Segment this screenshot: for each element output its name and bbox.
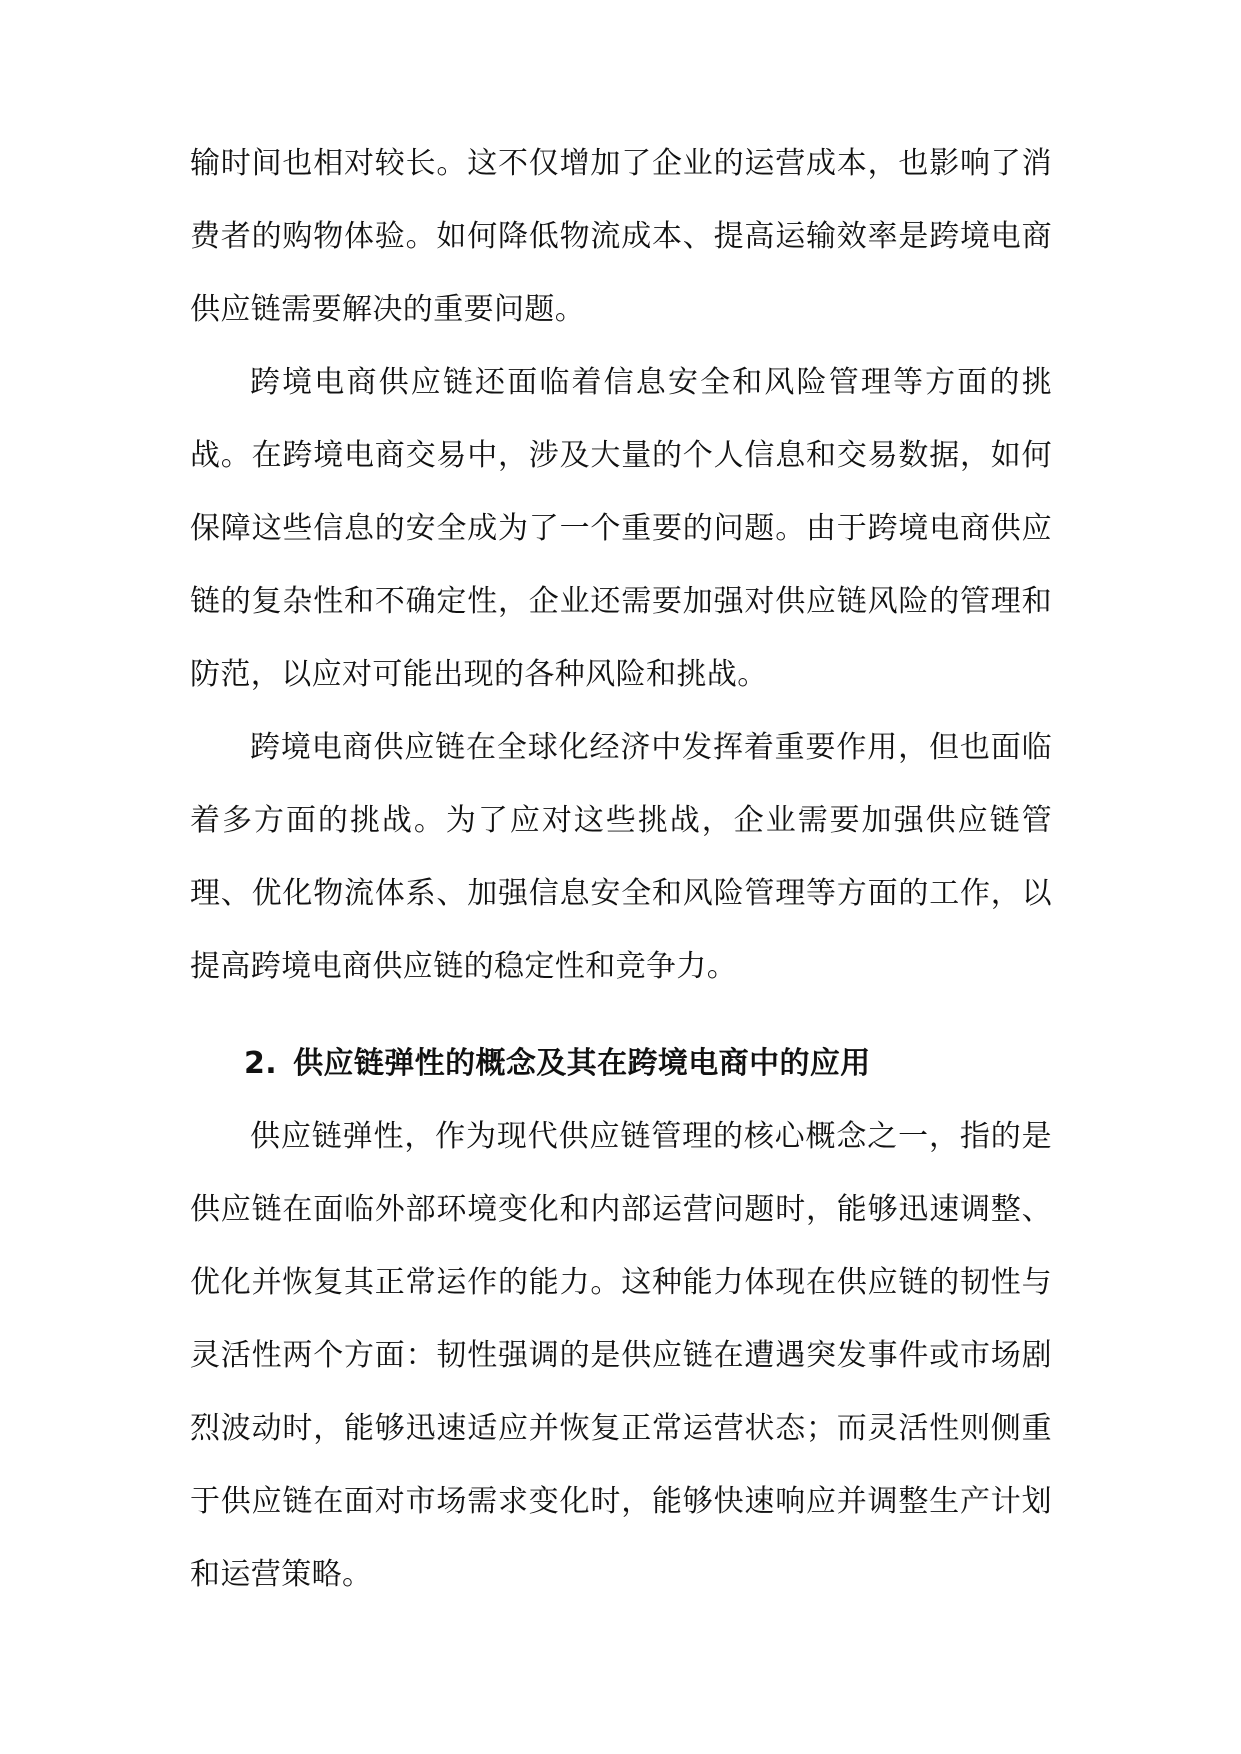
section-heading <box>190 1027 1052 1100</box>
section-title: 供应链弹性的概念及其在跨境电商中的应用 <box>293 1046 871 1081</box>
paragraph: 跨境电商供应链在全球化经济中发挥着重要作用，但也面临着多方面的挑战。为了应对这些挑战，企业需要加强供应链管理、优化物流体系、加强信息安全和风险管理等方面的工作，以提高跨境电商供应链的稳定性和竞争力。 <box>190 730 1052 984</box>
paragraph: 输时间也相对较长。这不仅增加了企业的运营成本，也影响了消费者的购物体验。如何降低物流成本、提高运输效率是跨境电商供应链需要解决的重要问题。 <box>190 146 1052 327</box>
document-body <box>190 127 1052 1611</box>
section-number: 2. <box>244 1046 278 1081</box>
paragraph: 供应链弹性，作为现代供应链管理的核心概念之一，指的是供应链在面临外部环境变化和内部运营问题时，能够迅速调整、优化并恢复其正常运作的能力。这种能力体现在供应链的韧性与灵活性两个方面：韧性强调的是供应链在遭遇突发事件或市场剧烈波动时，能够迅速适应并恢复正常运营状态；而灵活性则侧重于供应链在面对市场需求变化时，能够快速响应并调整生产计划和运营策略。 <box>190 1119 1052 1592</box>
paragraph: 跨境电商供应链还面临着信息安全和风险管理等方面的挑战。在跨境电商交易中，涉及大量的个人信息和交易数据，如何保障这些信息的安全成为了一个重要的问题。由于跨境电商供应链的复杂性和不确定性，企业还需要加强对供应链风险的管理和防范，以应对可能出现的各种风险和挑战。 <box>190 365 1052 692</box>
